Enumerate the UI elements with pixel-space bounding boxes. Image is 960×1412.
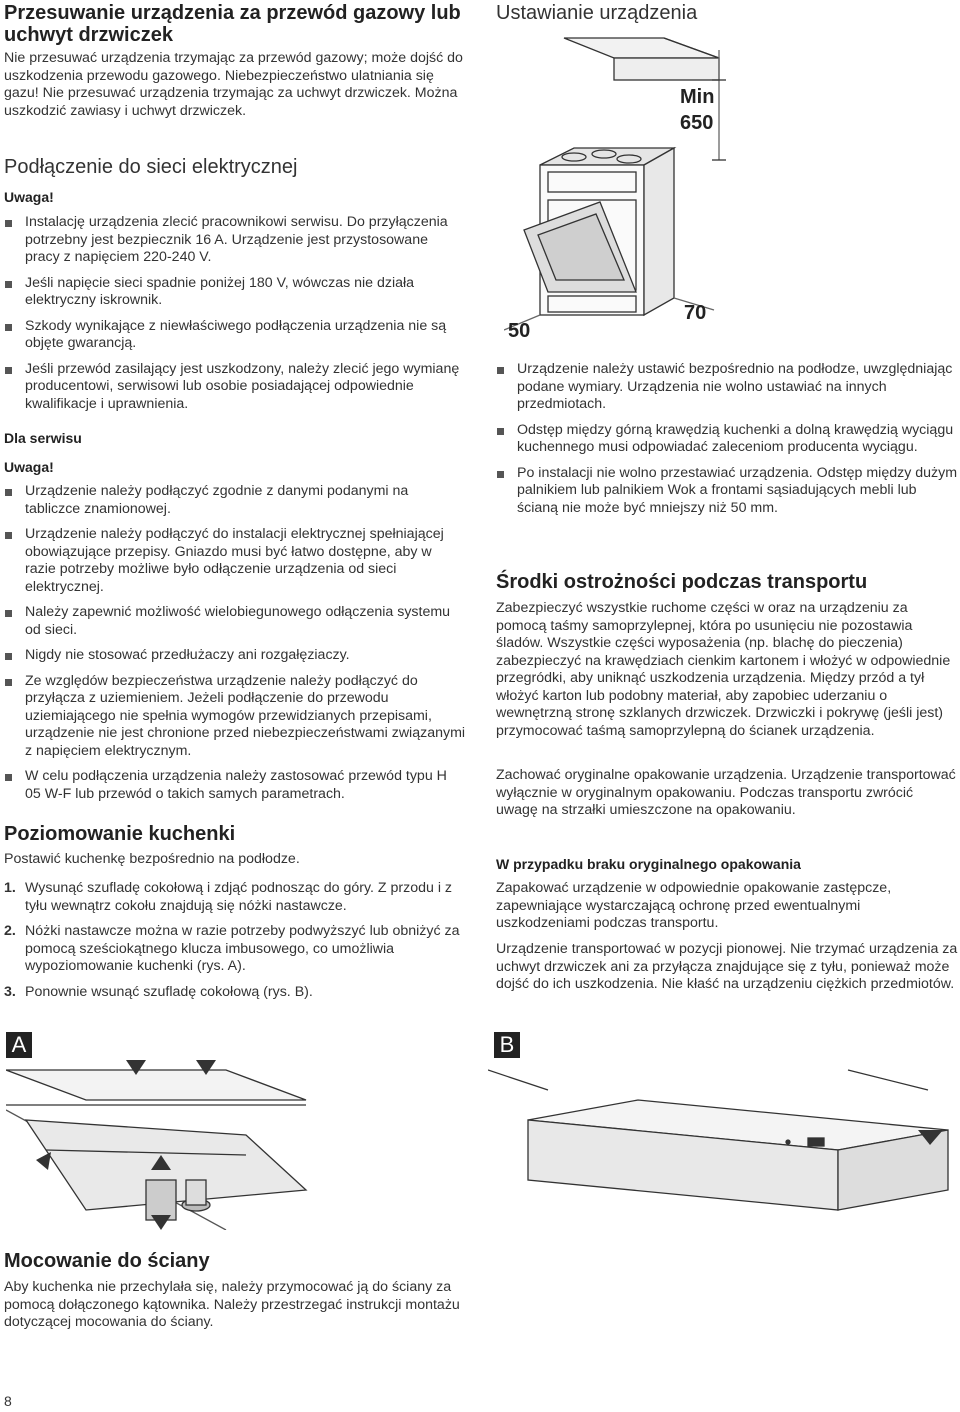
bullet-icon	[5, 610, 12, 617]
list-item: Urządzenie należy ustawić bezpośrednio na podłodze, uwzględniając podane wymiary. Urządzenia nie wolno ustawiać na innych przedmiotach.	[496, 361, 960, 414]
bullet-icon	[5, 220, 12, 227]
section-title-no-packaging: W przypadku braku oryginalnego opakowania	[496, 856, 801, 872]
leveling-intro: Postawić kuchenkę bezpośrednio na podłodze.	[4, 851, 300, 867]
list-item: Urządzenie należy podłączyć zgodnie z danymi podanymi na tabliczce znamionowej.	[4, 483, 466, 518]
section-title-transport: Środki ostrożności podczas transportu	[496, 571, 868, 593]
bullet-icon	[5, 532, 12, 539]
list-item: Jeśli napięcie sieci spadnie poniżej 180 V, wówczas nie działa elektryczny iskrownik.	[4, 275, 466, 310]
section-title-wall-mount: Mocowanie do ściany	[4, 1250, 210, 1272]
section-title-installation: Ustawianie urządzenia	[496, 2, 698, 24]
bullet-icon	[5, 774, 12, 781]
no-packaging-p2: Urządzenie transportować w pozycji pionowej. Nie trzymać urządzenia za uchwyt drzwiczek ani za przyłącza znajdujące się z tyłu, ponieważ może dojść do ich uszkodzenia. Nie kłaść na urządzeniu ciężkich przedmiotów.	[496, 941, 958, 992]
figure-a-label: A	[6, 1032, 32, 1058]
min-label: Min	[680, 86, 715, 108]
list-item: W celu podłączenia urządzenia należy zastosować przewód typu H 05 W-F lub przewód o takich samych parametrach.	[4, 768, 466, 803]
dim-side-label: 50	[508, 320, 531, 342]
figure-a	[6, 1030, 464, 1230]
leveling-steps	[4, 880, 466, 1009]
list-item: Ze względów bezpieczeństwa urządzenie należy podłączyć do przyłącza z uziemieniem. Jeżeli podłączenie do przewodu uziemiającego nie spełnia wymogów przewidzianych przepisami, urządzenie nie jest chronione przed niebezpieczeństwami związanymi z napięciem elektrycznym.	[4, 673, 466, 761]
list-item: Należy zapewnić możliwość wielobiegunowego odłączenia systemu od sieci.	[4, 604, 466, 639]
section-title-leveling: Poziomowanie kuchenki	[4, 823, 236, 845]
wall-mount-text: Aby kuchenka nie przechylała się, należy przymocować ją do ściany za pomocą dołączonego kątownika. Należy przestrzegać instrukcji montażu dotyczącej mocowania do ściany.	[4, 1279, 460, 1330]
section-title-electrical: Podłączenie do sieci elektrycznej	[4, 156, 298, 178]
service-list	[4, 483, 466, 811]
bullet-icon	[497, 471, 504, 478]
bullet-icon	[497, 367, 504, 374]
list-item: Odstęp między górną krawędzią kuchenki a dolną krawędzią wyciągu kuchennego musi odpowiadać zaleceniom producenta wyciągu.	[496, 422, 960, 457]
step-item: 3. Ponownie wsunąć szufladę cokołową (rys. B).	[4, 983, 313, 1000]
step-item: 1. Wysunąć szufladę cokołową i zdjąć podnosząc do góry. Z przodu i z tyłu wewnątrz cokołu znajdują się nóżki nastawcze.	[4, 880, 453, 914]
bullet-icon	[5, 653, 12, 660]
section-title-service: Dla serwisu	[4, 430, 82, 446]
transport-p1: Zabezpieczyć wszystkie ruchome części w oraz na urządzeniu za pomocą taśmy samoprzylepnej, która po usunięciu nie pozostawia śladów. Wszystkie części wyposażenia (np. blachę do pieczenia) zabezpieczyć na krawędziach cienkim kartonem i włożyć w odpowiednie przegródki, aby uniknąć uszkodzenia urządzenia. Między przód a tył włożyć karton lub podobny materiał, aby zapobiec uderzaniu o wewnętrzną stronę szklanych drzwiczek. Drzwiczki i pokrywę (jeśli jest) przymocować taśmą samoprzylepną do ścianek urządzenia.	[496, 600, 951, 739]
bullet-icon	[5, 679, 12, 686]
list-item: Szkody wynikające z niewłaściwego podłączenia urządzenia nie są objęte gwarancją.	[4, 318, 466, 353]
transport-p2: Zachować oryginalne opakowanie urządzenia. Urządzenie transportować wyłącznie w oryginalnym opakowaniu. Podczas transportu zwrócić uwagę na strzałki umieszczone na opakowaniu.	[496, 767, 956, 818]
step-item: 2. Nóżki nastawcze można w razie potrzeby podwyższyć lub obniżyć za pomocą sześciokątnego klucza imbusowego, co umożliwia wypoziomowanie kuchenki (rys. A).	[4, 923, 460, 974]
list-item: Po instalacji nie wolno przestawiać urządzenia. Odstęp między dużym palnikiem lub palnikiem Wok a frontami sąsiadujących mebli lub ścianą nie może być mniejszy niż 50 mm.	[496, 465, 960, 518]
moving-text: Nie przesuwać urządzenia trzymając za przewód gazowy; może dojść do uszkodzenia przewodu gazowego. Niebezpieczeństwo ulatniania się gazu! Nie przesuwać urządzenia trzymając za uchwyt drzwiczek. Można uszkodzić zawiasy i uchwyt drzwiczek.	[4, 50, 463, 119]
min-value: 650	[680, 112, 714, 134]
figure-a-drawing	[6, 1030, 464, 1230]
bullet-icon	[5, 281, 12, 288]
list-item: Instalację urządzenia zlecić pracownikowi serwisu. Do przyłączenia potrzebny jest bezpiecznik 16 A. Urządzenie jest przystosowane pracy z napięciem 220-240 V.	[4, 214, 466, 267]
section-title-moving: Przesuwanie urządzenia za przewód gazowy lub uchwyt drzwiczek	[4, 2, 461, 46]
list-item: Urządzenie należy podłączyć do instalacji elektrycznej spełniającej obowiązujące przepisy. Gniazdo musi być łatwo dostępne, aby w razie potrzeby możliwe było odłączenie urządzenia od sieci elektrycznej.	[4, 526, 466, 596]
list-item: Nigdy nie stosować przedłużaczy ani rozgałęziaczy.	[4, 647, 466, 665]
installation-list	[496, 361, 960, 525]
dim-back-label: 70	[684, 302, 707, 324]
electrical-warning: Uwaga!	[4, 189, 54, 205]
bullet-icon	[5, 489, 12, 496]
no-packaging-p1: Zapakować urządzenie w odpowiednie opakowanie zastępcze, zapewniające wystarczającą ochronę przed ewentualnymi uszkodzeniami podczas transportu.	[496, 880, 892, 931]
figure-b-label: B	[494, 1032, 520, 1058]
bullet-icon	[5, 324, 12, 331]
bullet-icon	[497, 428, 504, 435]
figure-b	[488, 1030, 958, 1230]
installation-diagram	[504, 30, 754, 350]
service-warning: Uwaga!	[4, 459, 54, 475]
bullet-icon	[5, 367, 12, 374]
list-item: Jeśli przewód zasilający jest uszkodzony, należy zlecić jego wymianę producentowi, serwisowi lub osobie posiadającej odpowiednie kwalifikacje i uprawnienia.	[4, 361, 466, 414]
electrical-list	[4, 214, 466, 421]
page-number: 8	[4, 1393, 12, 1409]
figure-b-drawing	[488, 1030, 958, 1230]
